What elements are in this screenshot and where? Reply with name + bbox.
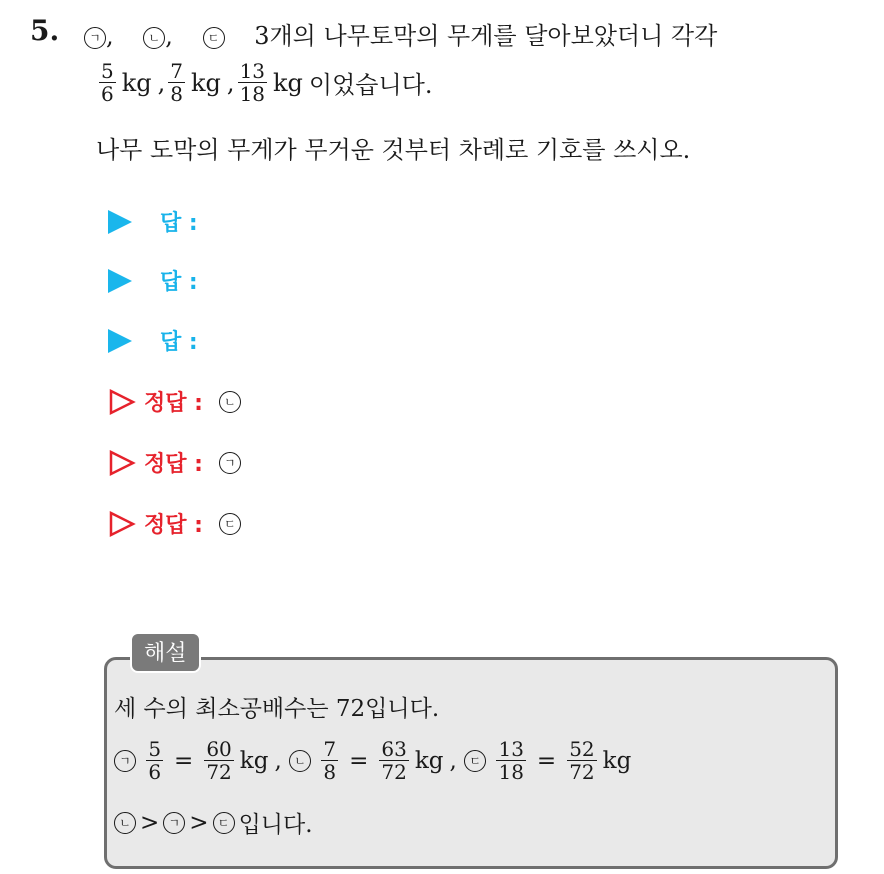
conv-unit-a: kg: [239, 747, 269, 774]
answer-prompt-2[interactable]: 답 :: [160, 270, 198, 295]
correct-value-2: ㄱ: [219, 452, 241, 474]
conv-unit-b: kg: [414, 747, 444, 774]
explanation-tag: 해설: [130, 632, 201, 673]
correct-row-1: [108, 386, 241, 417]
answer-row-2: [108, 265, 198, 296]
conv-label-b: ㄴ: [289, 750, 311, 772]
conv-to-a: $\frac{60}{72}$: [206, 737, 232, 784]
correct-value-3: ㄷ: [219, 513, 241, 535]
label-circle-b: ㄴ: [143, 27, 165, 49]
order-sep-2: >: [189, 809, 209, 836]
label-circle-c: ㄷ: [203, 27, 225, 49]
order-sep-1: >: [140, 809, 160, 836]
correct-label-2: 정답 :: [144, 452, 203, 477]
unit-c: kg: [273, 68, 303, 97]
order-item-3: ㄷ: [213, 812, 235, 834]
answer-prompt-3[interactable]: 답 :: [160, 330, 198, 355]
problem-line-1: ㄱ , ㄴ , ㄷ 3개의 나무토막의 무게를 달아보았더니 각각: [84, 16, 717, 51]
problem-line-2: $\frac{5}{6}$ kg , $\frac{7}{8}$ kg , $\frac{13}{18}$ kg 이었습니다.: [101, 59, 433, 106]
play-triangle-icon: [108, 210, 132, 234]
play-triangle-icon: [108, 329, 132, 353]
conv-label-c: ㄷ: [464, 750, 486, 772]
correct-label-3: 정답 :: [144, 513, 203, 538]
fraction-b: $\frac{7}{8}$: [170, 59, 184, 106]
problem-sentence-2: 나무 도막의 무게가 무거운 것부터 차례로 기호를 쓰시오.: [96, 136, 691, 164]
conv-to-b: $\frac{63}{72}$: [381, 737, 407, 784]
conv-unit-c: kg: [602, 747, 632, 774]
outline-triangle-icon: [108, 510, 136, 538]
problem-number: 5.: [30, 14, 60, 47]
answer-row-3: [108, 325, 198, 356]
correct-label-1: 정답 :: [144, 391, 203, 416]
conv-from-b: $\frac{7}{8}$: [323, 737, 337, 784]
unit-a: kg: [121, 68, 152, 97]
correct-row-2: [108, 447, 241, 478]
explanation-line-2: ㄱ $\frac{5}{6}$ = $\frac{60}{72}$ kg , ㄴ $\frac{7}{8}$ = $\frac{63}{72}$ kg , ㄷ $\frac{13}{18}$ = $\frac{52}{72}$ kg: [114, 738, 637, 783]
play-triangle-icon: [108, 269, 132, 293]
answer-prompt-1[interactable]: 답 :: [160, 211, 198, 236]
order-item-2: ㄱ: [163, 812, 185, 834]
order-item-1: ㄴ: [114, 812, 136, 834]
correct-row-3: [108, 508, 241, 539]
fraction-a: $\frac{5}{6}$: [101, 59, 114, 106]
unit-b: kg: [191, 68, 221, 97]
problem-sentence-1: 3개의 나무토막의 무게를 달아보았더니 각각: [254, 22, 718, 50]
conv-from-a: $\frac{5}{6}$: [148, 737, 162, 784]
correct-value-1: ㄴ: [219, 391, 241, 413]
explanation-line-1: 세 수의 최소공배수는 72입니다.: [114, 696, 440, 722]
outline-triangle-icon: [108, 449, 136, 477]
problem-sentence-1-end: 이었습니다.: [308, 71, 433, 99]
conv-to-c: $\frac{52}{72}$: [569, 737, 595, 784]
conv-from-c: $\frac{13}{18}$: [498, 737, 524, 784]
label-circle-a: ㄱ: [84, 27, 106, 49]
order-end-text: 입니다.: [238, 812, 313, 838]
outline-triangle-icon: [108, 388, 136, 416]
conv-label-a: ㄱ: [114, 750, 136, 772]
explanation-line-3: [114, 806, 313, 839]
answer-row-1: [108, 206, 198, 237]
fraction-c: $\frac{13}{18}$: [239, 59, 266, 106]
